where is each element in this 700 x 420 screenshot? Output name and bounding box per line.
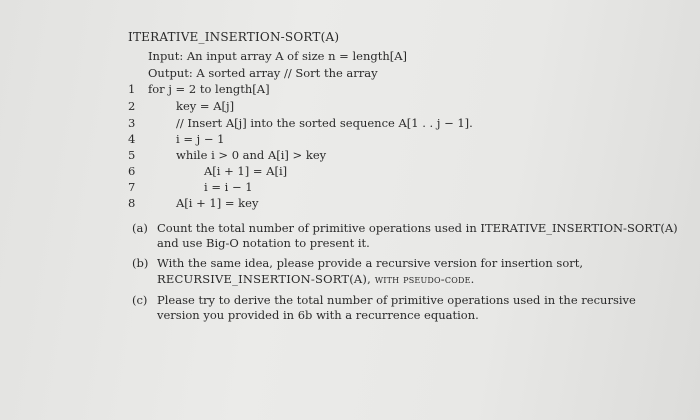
code-line: key = A[j] — [176, 99, 235, 113]
line-number: 4 — [128, 132, 136, 146]
question-text: Please try to derive the total number of primitive operations used in the recursive — [157, 293, 636, 307]
line-number: 5 — [128, 148, 136, 162]
line-number: 1 — [128, 82, 136, 96]
code-line: // Insert A[j] into the sorted sequence A[1 . . j − 1]. — [176, 116, 473, 130]
question-label: (b) — [132, 256, 149, 270]
code-line: i = i − 1 — [204, 180, 253, 194]
line-number: 6 — [128, 164, 136, 178]
line-number: 3 — [128, 116, 136, 130]
question-label: (a) — [132, 221, 148, 235]
code-line: while i > 0 and A[i] > key — [176, 148, 327, 162]
input-description: Input: An input array A of size n = length[A] — [148, 49, 408, 63]
code-line: A[i + 1] = key — [176, 196, 259, 210]
question-text: RECURSIVE_INSERTION-SORT(A), with pseudo-code. — [157, 272, 475, 286]
code-line: i = j − 1 — [176, 132, 225, 146]
output-description: Output: A sorted array // Sort the array — [148, 66, 378, 80]
code-line: for j = 2 to length[A] — [148, 82, 270, 96]
question-text: and use Big-O notation to present it. — [157, 236, 370, 250]
line-number: 2 — [128, 99, 136, 113]
algorithm-title: ITERATIVE_INSERTION-SORT(A) — [128, 30, 340, 44]
line-number: 8 — [128, 196, 136, 210]
line-number: 7 — [128, 180, 136, 194]
question-text: With the same idea, please provide a recursive version for insertion sort, — [157, 256, 584, 270]
question-label: (c) — [132, 293, 148, 307]
question-text: version you provided in 6b with a recurrence equation. — [157, 308, 479, 322]
question-text: Count the total number of primitive operations used in ITERATIVE_INSERTION-SORT(A) — [157, 221, 678, 235]
code-line: A[i + 1] = A[i] — [204, 164, 288, 178]
